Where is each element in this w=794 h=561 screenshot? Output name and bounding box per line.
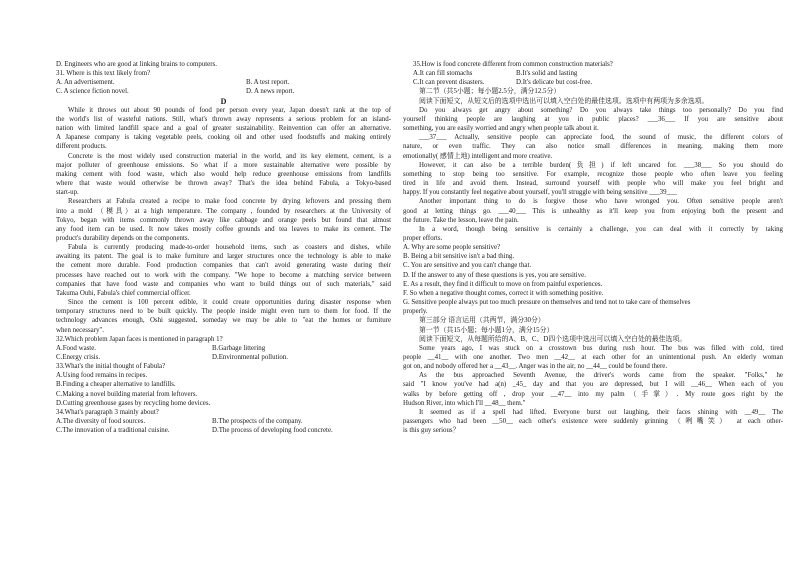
text-line: yourself thinking people are laughing at you in public places? ___36___ If you are sensitive about	[403, 115, 783, 123]
text-line: product's durability depends on the components.	[56, 234, 190, 242]
text-line: A Japanese company is taking vegetable peels, cooking oil and other used foodstuffs and making entirely	[56, 134, 391, 142]
text-line: emotionally( 感情上地) intelligent and more creative.	[403, 152, 553, 160]
q34-options-row1	[56, 417, 391, 426]
text-line: nation with limited landfill space and a goal of greater sustainability. Reinvention can offer an alternative.	[56, 125, 391, 133]
text-line: people __41__ with one another. Two men __42__ at each other for an unintentional push. An elderly woman	[403, 354, 783, 361]
text-line: In a word, though being sensitive is certainly a challenge, you can deal with it correctly by taking	[419, 225, 783, 233]
q32-option-b: B.Garbage littering	[212, 344, 266, 352]
text-line: into a mold （模具）at a high temperature. The company , founded by researchers at the University of	[56, 207, 391, 215]
text-line: the cement more durable. Food production companies that can't avoid generating waste during their	[56, 262, 391, 270]
passage-paragraph-3	[56, 197, 391, 243]
text-line: happy. If you constantly feel negative about yourself, you'll struggle with being sensitive ___39___	[403, 189, 677, 197]
part-3-title: 第三部分 语言运用（共两节，满分30分）	[419, 317, 545, 325]
q33-option-d: D.Cutting greenhouse gases by recycling home devices.	[56, 399, 211, 407]
q34-option-c: C.The innovation of a traditional cuisine.	[56, 427, 170, 435]
seven-choose-five-paragraph-2	[403, 133, 783, 160]
text-line: Hudson River, into which I'll __48__ them."	[403, 399, 526, 407]
question-33: 33.What's the initial thought of Fabula?	[56, 363, 166, 371]
prev-option-line: D. Engineers who are good at linking brains to computers.	[56, 61, 217, 68]
text-line: any food item can be used. It now takes mostly coffee grounds and tea leaves to make its cement. The	[56, 225, 391, 233]
text-line: awaiting its patent. The goal is to make furniture and larger structures once the technology is able to make	[56, 253, 391, 261]
passage-heading-d: D	[220, 96, 227, 106]
q33-option-c: C.Making a novel building material from leftovers.	[56, 390, 198, 398]
text-line: companies that have food waste and companies who want to build things out of such materials," said	[56, 280, 391, 288]
text-line: processes have reached out to work with the company. "We hope to become a matching service between	[56, 271, 391, 279]
q33-option-a: A.Using food remains in recipes.	[56, 372, 148, 380]
option-g-cont: properly.	[403, 308, 428, 316]
seven-choose-five-paragraph-1	[403, 106, 783, 133]
left-column	[56, 60, 391, 435]
q32-option-d: D.Environmental pollution.	[212, 354, 288, 361]
text-line: passengers who had been __50__ each other's existence were suddenly grinning （咧嘴笑） at each other-	[403, 418, 783, 426]
q33-option-b: B.Finding a cheaper alternative to landfills.	[56, 381, 176, 389]
text-line: As the bus approached Seventh Avenue, the driver's words came from the speaker. "Folks," he	[419, 372, 783, 380]
q32-option-c: C.Energy crisis.	[56, 354, 101, 361]
q35-options-row2	[403, 78, 783, 87]
text-line: when necessary".	[56, 326, 104, 334]
q31-options-row1	[56, 78, 391, 87]
seven-choose-five-paragraph-3	[403, 161, 783, 198]
text-line: Concrete is the most widely used construction material in the world, and its key element, cement, is a	[68, 152, 391, 160]
q35-option-c: C.It can prevent disasters.	[413, 79, 485, 87]
q32-options-row1	[56, 344, 391, 353]
seven-choose-five-paragraph-4	[403, 197, 783, 224]
option-f: F. So when a negative thought comes, correct it with something positive.	[403, 289, 604, 297]
text-line: ___37___ Actually, sensitive people can appreciate food, the sound of music, the different colors of	[419, 134, 783, 142]
text-line: something to stop being too sensitive. For example, recognize those people who often leave you feeling	[403, 170, 783, 178]
seven-choose-five-paragraph-5	[403, 225, 783, 243]
text-line: major polluter of greenhouse emissions. So what if a more sustainable alternative were possible by	[56, 161, 391, 169]
q34-options-row2	[56, 426, 391, 435]
section-2-instruction: 阅读下面短文，从短文后的选项中选出可以填入空白处的最佳选项。选项中有两项为多余选项。	[419, 97, 709, 105]
section-2-title: 第二节（共5小题；每小题2.5分，满分12.5分）	[419, 88, 561, 96]
cloze-paragraph-1	[403, 344, 783, 371]
q31-option-b: B. A test report.	[246, 79, 290, 87]
option-e: E. As a result, they find it difficult to move on from painful experiences.	[403, 280, 603, 288]
text-line: While it throws out about 90 pounds of food per person every year, Japan doesn't rank at the top of	[68, 106, 391, 114]
q34-option-a: A.The diversity of food sources.	[56, 418, 146, 426]
text-line: making cement with food waste, which also would help reduce greenhouse emissions from landfills	[56, 170, 391, 178]
section-1-instruction: 阅读下面短文，从每题所给的A、B、C、D四个选项中选出可以填入空白处的最佳选项。	[419, 335, 687, 343]
text-line: said "I know you've had a(n) _45_ day and that you are depressed, but I will __46__ When each of you	[403, 381, 783, 389]
text-line: Do you always get angry about something? Do you always take things too personally? Do you find	[419, 106, 783, 114]
q31-options-row2	[56, 87, 391, 96]
q35-option-d: D.It's delicate but cost-free.	[516, 79, 593, 87]
question-35: 35.How is food concrete different from common construction materials?	[413, 61, 613, 68]
question-31: 31. Where is this text likely from?	[56, 70, 151, 78]
option-d: D. If the answer to any of these questions is yes, you are sensitive.	[403, 271, 586, 279]
text-line: good at letting things go. ___40___ This is unhealthy as it'll keep you from enjoying both the present and	[403, 207, 783, 215]
text-line: Since the cement is 100 percent edible, it could create opportunities during disaster response when	[68, 299, 391, 307]
passage-paragraph-2	[56, 152, 391, 198]
text-line: walks by before getting off , drop your __47__ into my palm（手掌）. My route goes right by the	[403, 390, 783, 398]
text-line: technology advances enough, Oshi suggested, someday we may be able to "eat the homes or furniture	[56, 317, 391, 325]
q31-option-a: A. An advertisement.	[56, 79, 115, 87]
text-line: However, it can also be a terrible burden(负担) if left uncared for. ___38___ So you should do	[419, 161, 783, 169]
section-1-title: 第一节（共15小题；每小题1分，满分15分）	[419, 326, 554, 334]
text-line: where that waste would otherwise be thrown away? That's the idea behind Fabula, a Tokyo-based	[56, 180, 391, 188]
question-34: 34.What's paragraph 3 mainly about?	[56, 408, 159, 416]
text-line: It seemed as if a spell had lifted. Everyone burst out laughing, their faces shining with __49__ The	[419, 408, 783, 416]
text-line: start-up.	[56, 189, 79, 197]
text-line: something, you are easily worried and angry when people talk about it.	[403, 125, 599, 133]
right-column	[403, 60, 783, 435]
question-32: 32.Which problem Japan faces is mentioned in paragraph 1?	[56, 335, 223, 343]
q35-options-row1	[403, 69, 783, 78]
q34-option-d: D.The process of developing food concrete.	[212, 427, 333, 435]
option-c: C. You are sensitive and you can't change that.	[403, 262, 532, 270]
text-line: Fabula is currently producing made-to-order household items, such as coasters and dishes, while	[68, 244, 391, 252]
text-line: tired in life and avoid them. Instead, surround yourself with people who will make you feel bright and	[403, 180, 783, 188]
q34-option-b: B.The prospects of the company.	[212, 418, 303, 426]
q32-option-a: A.Food waste.	[56, 344, 97, 352]
option-a: A. Why are some people sensitive?	[403, 244, 501, 252]
passage-paragraph-1	[56, 106, 391, 152]
cloze-paragraph-3	[403, 408, 783, 435]
q35-option-a: A.It can fill stomachs	[413, 70, 473, 78]
text-line: Researchers at Fabula created a recipe to make food concrete by drying leftovers and pressing them	[68, 198, 391, 206]
text-line: the future. Take the lesson, leave the pain.	[403, 216, 519, 224]
text-line: Takuma Ouhi, Fabula's chief commercial officer.	[56, 289, 191, 297]
text-line: Another important thing to do is forgive those who have wronged you. Often sensitive people aren't	[419, 198, 783, 206]
text-line: Tokyo, began with items commonly thrown away like cabbage and orange peels but found that almost	[56, 216, 391, 224]
text-line: the world's list of wasteful nations. Still, what's thrown away represents a serious problem for an island-	[56, 115, 391, 123]
text-line: different products.	[56, 143, 107, 151]
passage-paragraph-4	[56, 243, 391, 298]
text-line: proper efforts.	[403, 234, 443, 242]
q35-option-b: B.It's solid and lasting	[516, 70, 578, 78]
q32-options-row2	[56, 353, 391, 362]
q31-option-d: D. A news report.	[246, 88, 295, 96]
passage-paragraph-5	[56, 298, 391, 335]
text-line: temporary structures need to be built quickly. The people inside might even turn to them for food. If the	[56, 308, 391, 316]
q31-option-c: C. A science fiction novel.	[56, 88, 129, 96]
option-g: G. Sensitive people always put too much pressure on themselves and tend not to take care of themselves	[403, 299, 691, 307]
option-b: B. Being a bit sensitive isn't a bad thing.	[403, 253, 515, 261]
text-line: Some years ago, I was stuck on a crosstown bus during rush hour. The bus was filled with cold, tired	[419, 344, 783, 352]
text-line: got on, and nobody offered her a __43__. Anger was in the air, no __44__ could be found there.	[403, 363, 668, 371]
cloze-paragraph-2	[403, 371, 783, 408]
text-line: nature, or even traffic. They can also notice small differences in meaning, making them more	[403, 143, 783, 151]
text-line: is this guy serious？	[403, 427, 460, 435]
seven-choose-five-options	[403, 243, 783, 316]
